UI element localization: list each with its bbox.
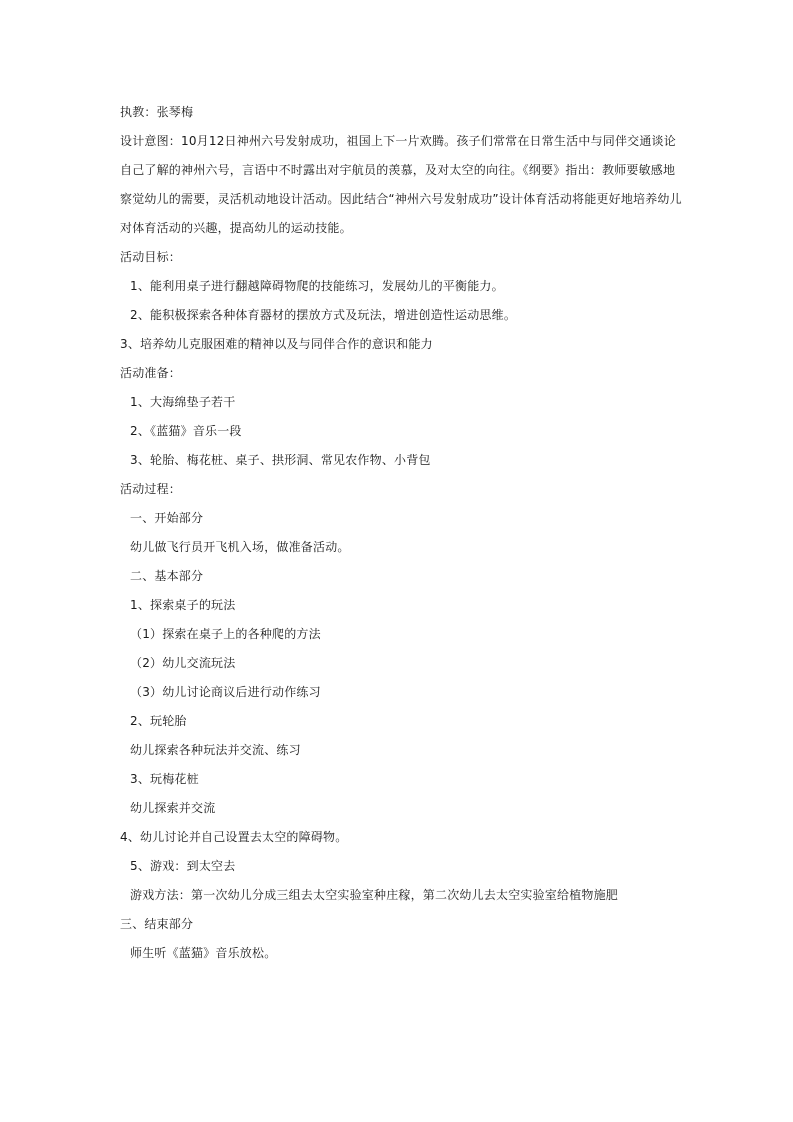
- step-1-b: （2）幼儿交流玩法: [130, 656, 236, 670]
- intent-line-1: 设计意图：10月12日神州六号发射成功，祖国上下一片欢腾。孩子们常常在日常生活中与同伴交通谈论: [120, 134, 676, 148]
- prep-heading: 活动准备：: [120, 366, 182, 380]
- prep-item-3: 3、轮胎、梅花桩、桌子、拱形洞、常见农作物、小背包: [130, 453, 431, 467]
- intent-line-3: 察觉幼儿的需要，灵活机动地设计活动。因此结合“神州六号发射成功”设计体育活动将能更好地培养幼儿: [120, 192, 682, 206]
- step-1-a: （1）探索在桌子上的各种爬的方法: [130, 627, 321, 641]
- prep-item-1: 1、大海绵垫子若干: [130, 395, 236, 409]
- part-2-heading: 二、基本部分: [130, 569, 204, 583]
- process-heading: 活动过程：: [120, 482, 182, 496]
- part-1-text: 幼儿做飞行员开飞机入场，做准备活动。: [130, 540, 350, 554]
- step-4: 4、幼儿讨论并自己设置去太空的障碍物。: [120, 830, 348, 844]
- step-3-text: 幼儿探索并交流: [130, 801, 216, 815]
- step-2: 2、玩轮胎: [130, 714, 187, 728]
- step-1-c: （3）幼儿讨论商议后进行动作练习: [130, 685, 321, 699]
- step-5: 5、游戏：到太空去: [130, 859, 236, 873]
- prep-item-2: 2、《蓝猫》音乐一段: [130, 424, 242, 438]
- goals-heading: 活动目标：: [120, 250, 182, 264]
- step-3: 3、玩梅花桩: [130, 772, 199, 786]
- intent-line-2: 自己了解的神州六号，言语中不时露出对宇航员的羡慕，及对太空的向往。《纲要》指出：教师要敏感地: [120, 163, 676, 177]
- step-2-text: 幼儿探索各种玩法并交流、练习: [130, 743, 301, 757]
- game-method: 游戏方法：第一次幼儿分成三组去太空实验室种庄稼，第二次幼儿去太空实验室给植物施肥: [130, 888, 619, 902]
- goal-item-3: 3、培养幼儿克服困难的精神以及与同伴合作的意识和能力: [120, 337, 433, 351]
- goal-item-2: 2、能积极探索各种体育器材的摆放方式及玩法，增进创造性运动思维。: [130, 308, 517, 322]
- part-3-text: 师生听《蓝猫》音乐放松。: [130, 946, 277, 960]
- teacher-line: 执教：张琴梅: [120, 105, 194, 119]
- step-1: 1、探索桌子的玩法: [130, 598, 236, 612]
- part-3-heading: 三、结束部分: [120, 917, 194, 931]
- intent-line-4: 对体育活动的兴趣，提高幼儿的运动技能。: [120, 221, 352, 235]
- goal-item-1: 1、能利用桌子进行翻越障碍物爬的技能练习，发展幼儿的平衡能力。: [130, 279, 504, 293]
- part-1-heading: 一、开始部分: [130, 511, 204, 525]
